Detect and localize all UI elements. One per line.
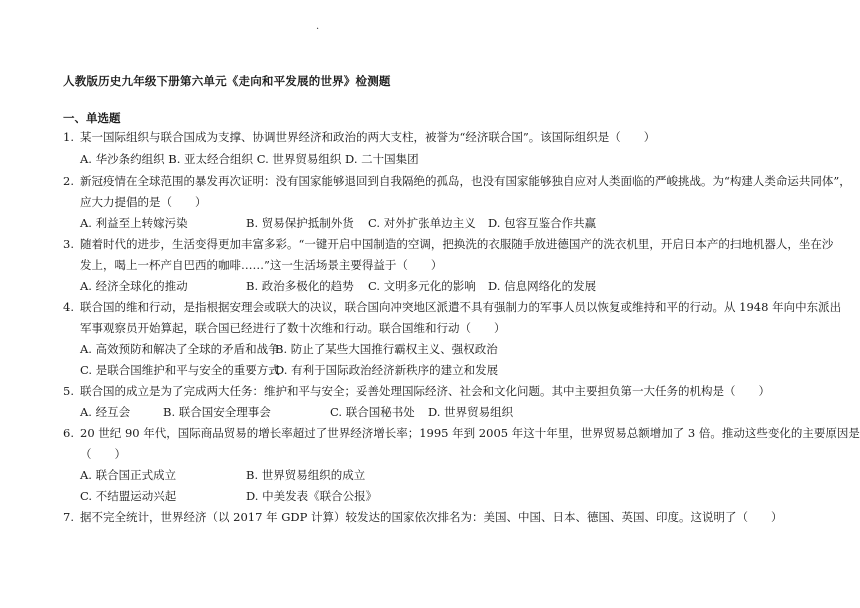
option-a: A. 联合国正式成立 — [80, 468, 177, 482]
option-b: B. 防止了某些大国推行霸权主义、强权政治 — [275, 342, 498, 356]
option-c: C. 文明多元化的影响 — [368, 279, 476, 293]
question-number: 2. — [63, 174, 74, 188]
option-c: C. 对外扩张单边主义 — [368, 216, 476, 230]
option-a: A. 高效预防和解决了全球的矛盾和战争 — [80, 342, 280, 356]
option-a: A. 经济全球化的推动 — [80, 279, 188, 293]
option-a: A. 经互会 — [80, 405, 131, 419]
question-stem: （ ） — [80, 447, 126, 461]
question-number: 1. — [63, 130, 74, 144]
option-c: C. 不结盟运动兴起 — [80, 489, 177, 503]
option-d: D. 世界贸易组织 — [428, 405, 514, 419]
section-heading: 一、单选题 — [63, 111, 121, 125]
question-number: 3. — [63, 237, 74, 251]
option-line: A. 华沙条约组织 B. 亚太经合组织 C. 世界贸易组织 D. 二十国集团 — [80, 152, 419, 166]
question-number: 4. — [63, 300, 74, 314]
option-d: D. 中美发表《联合公报》 — [246, 489, 378, 503]
question-stem: 联合国的维和行动，是指根据安理会或联大的决议，联合国向冲突地区派遣不具有强制力的军事人员以恢复或维持和平的行动。从 1948 年向中东派出 — [80, 300, 842, 314]
question-stem: 随着时代的进步，生活变得更加丰富多彩。“一键开启中国制造的空调，把换洗的衣服随手放进德国产的洗衣机里，开启日本产的扫地机器人，坐在沙 — [80, 237, 834, 251]
question-number: 7. — [63, 510, 74, 524]
option-b: B. 贸易保护抵制外货 — [246, 216, 354, 230]
question-number: 6. — [63, 426, 74, 440]
document-title: 人教版历史九年级下册第六单元《走向和平发展的世界》检测题 — [63, 74, 391, 88]
question-stem: 新冠疫情在全球范围的暴发再次证明：没有国家能够退回到自我隔绝的孤岛，也没有国家能够独自应对人类面临的严峻挑战。为“构建人类命运共同体”， — [80, 174, 851, 188]
question-stem: 据不完全统计，世界经济（以 2017 年 GDP 计算）较发达的国家依次排名为：美国、中国、日本、德国、英国、印度。这说明了（ ） — [80, 510, 783, 524]
option-b: B. 联合国安全理事会 — [163, 405, 271, 419]
option-a: A. 利益至上转嫁污染 — [80, 216, 188, 230]
option-b: B. 政治多极化的趋势 — [246, 279, 354, 293]
question-number: 5. — [63, 384, 74, 398]
question-stem: 军事观察员开始算起，联合国已经进行了数十次维和行动。联合国维和行动（ ） — [80, 321, 506, 335]
question-stem: 联合国的成立是为了完成两大任务：维护和平与安全；妥善处理国际经济、社会和文化问题。其中主要担负第一大任务的机构是（ ） — [80, 384, 770, 398]
question-stem: 发上，喝上一杯产自巴西的咖啡……”这一生活场景主要得益于（ ） — [80, 258, 443, 272]
option-c: C. 联合国秘书处 — [330, 405, 415, 419]
question-stem: 应大力提倡的是（ ） — [80, 195, 207, 209]
option-c: C. 是联合国维护和平与安全的重要方式 — [80, 363, 280, 377]
option-d: D. 包容互鉴合作共赢 — [488, 216, 597, 230]
question-stem: 某一国际组织与联合国成为支撑、协调世界经济和政治的两大支柱，被誉为“经济联合国”。该国际组织是（ ） — [80, 130, 656, 144]
header-mark: · — [316, 24, 320, 35]
question-stem: 20 世纪 90 年代，国际商品贸易的增长率超过了世界经济增长率；1995 年到 2005 年这十年里，世界贸易总额增加了 3 倍。推动这些变化的主要原因是 — [80, 426, 860, 440]
option-d: D. 信息网络化的发展 — [488, 279, 597, 293]
option-b: B. 世界贸易组织的成立 — [246, 468, 366, 482]
option-d: D. 有利于国际政治经济新秩序的建立和发展 — [275, 363, 499, 377]
